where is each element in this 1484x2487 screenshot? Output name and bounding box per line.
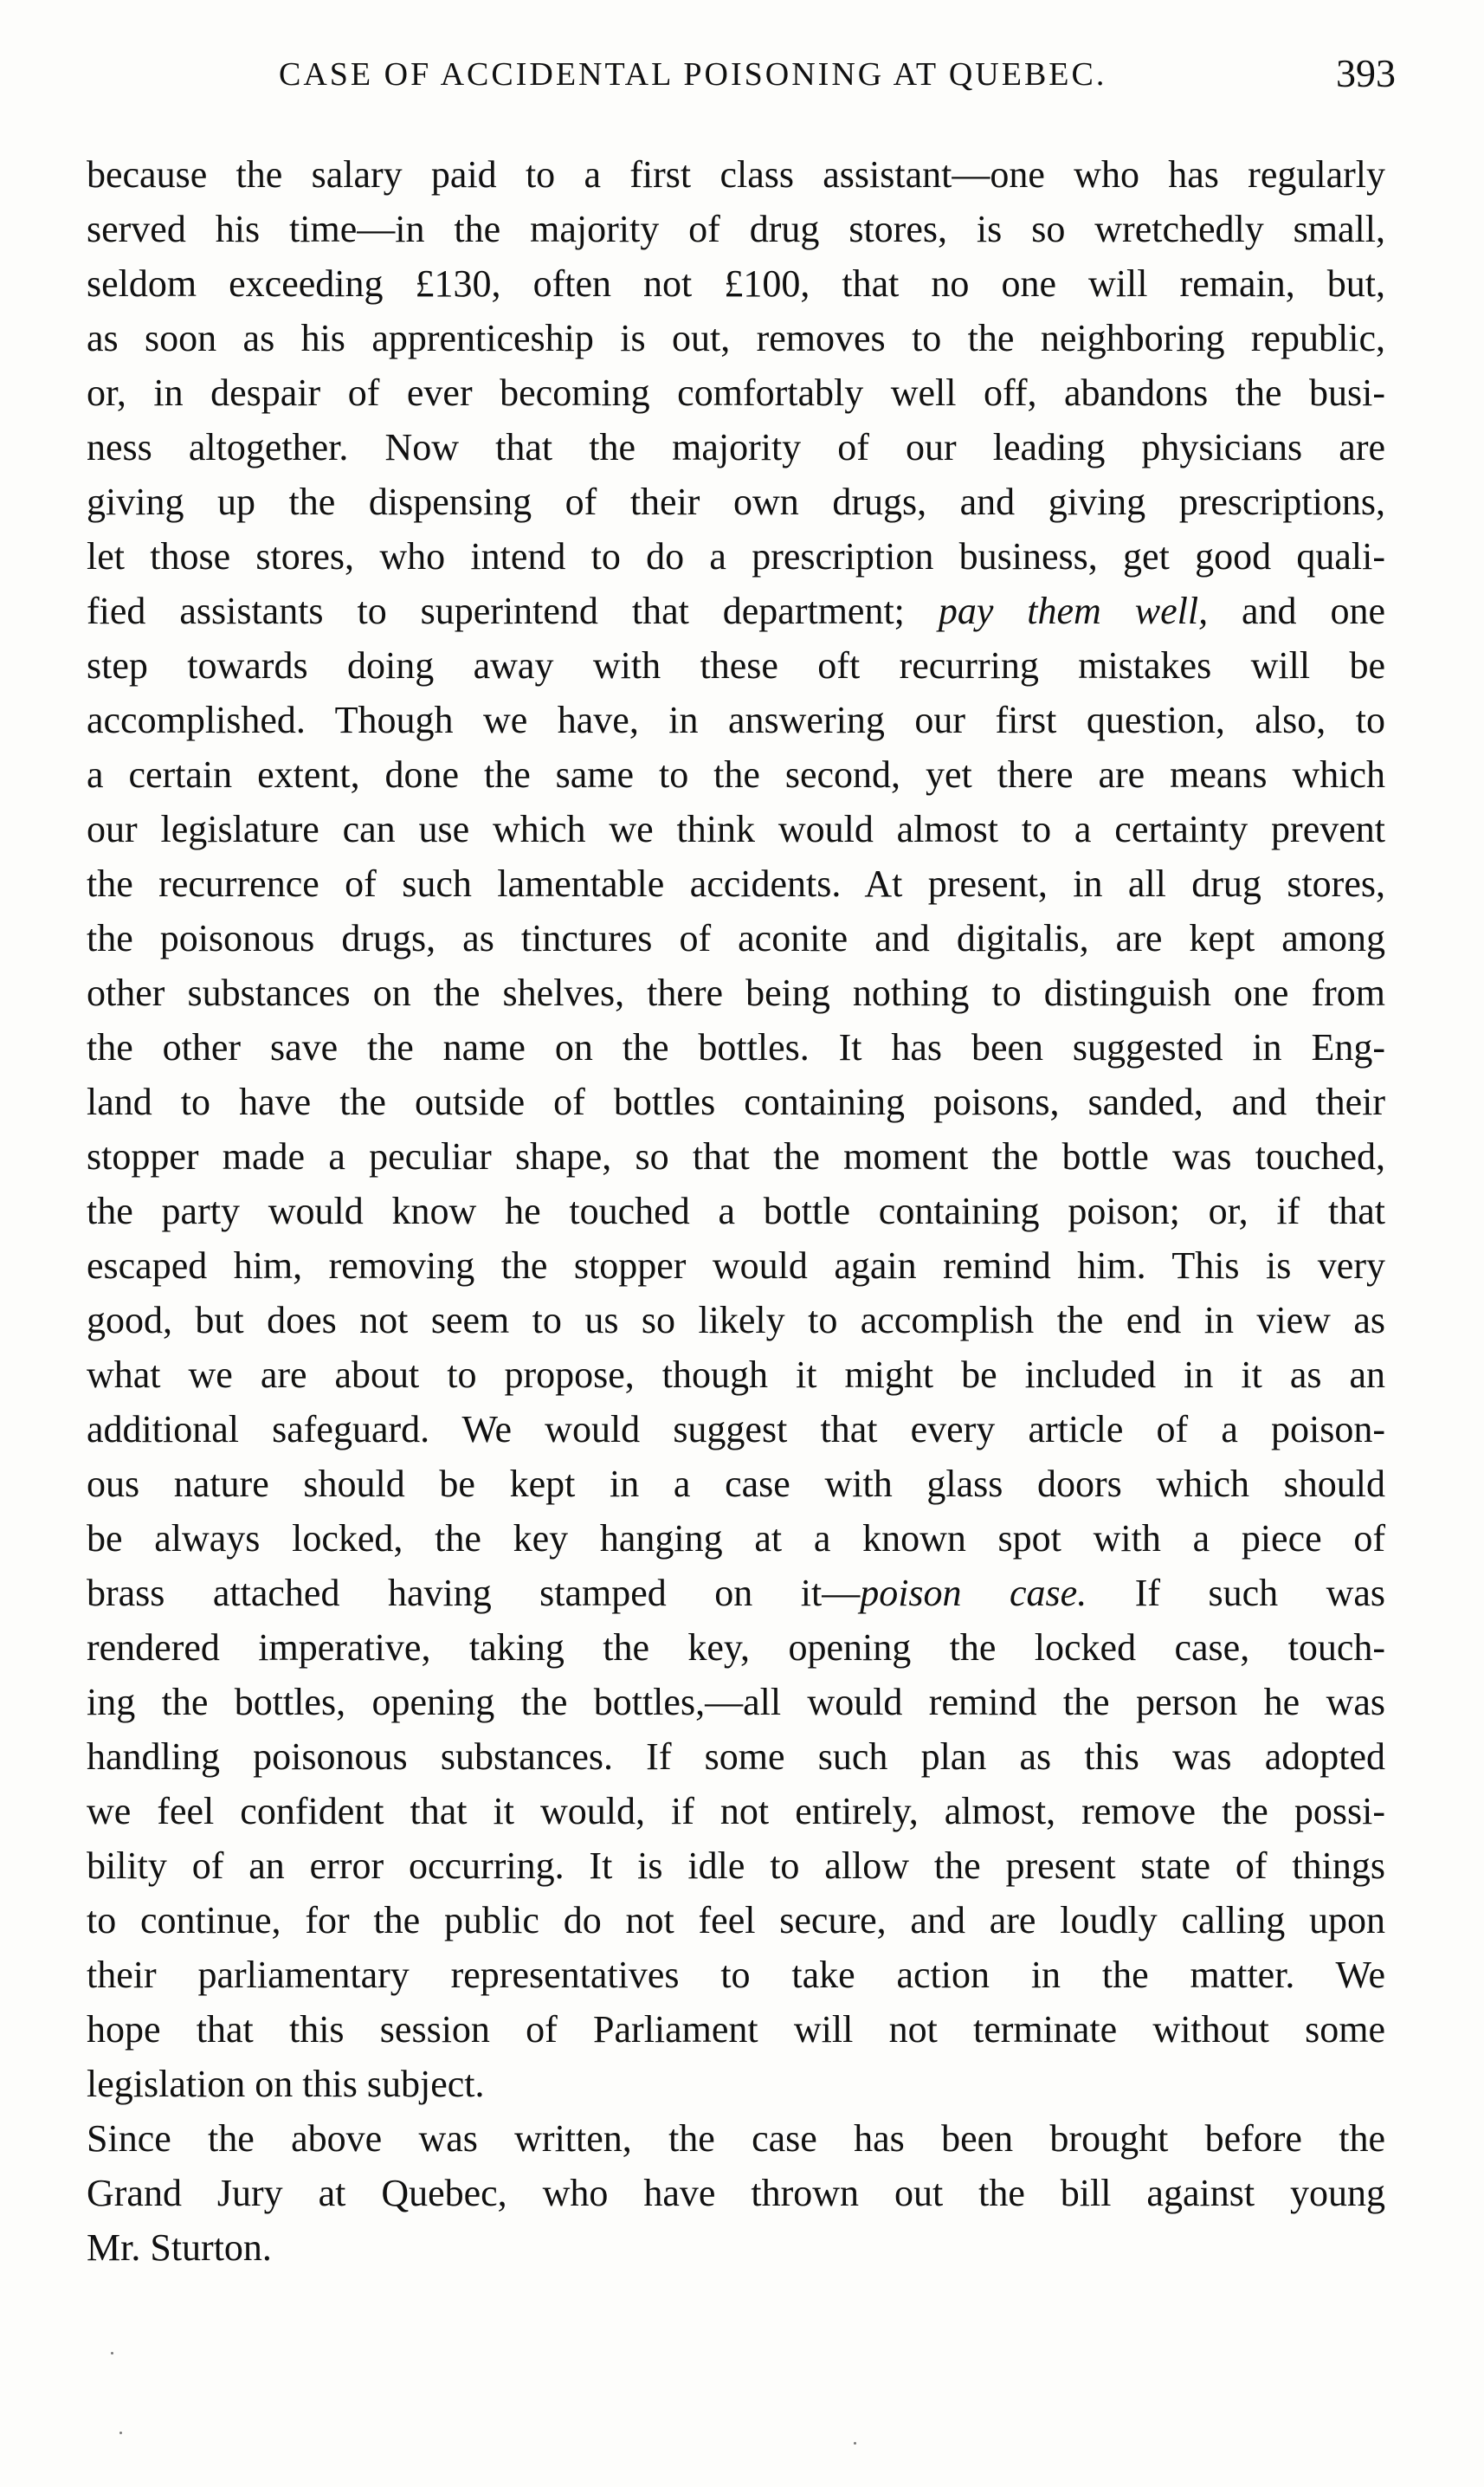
text-line: legislation on this subject. bbox=[87, 2063, 485, 2105]
text-line: good, but does not seem to us so likely to accomplish the end in view as bbox=[87, 1299, 1385, 1341]
text-segment: brass attached having stamped on it— bbox=[87, 1572, 861, 1614]
text-line: Since the above was written, the case has been brought before the bbox=[87, 2117, 1385, 2160]
text-line: ness altogether. Now that the majority of our leading physicians are bbox=[87, 426, 1385, 468]
text-line bbox=[87, 584, 1385, 638]
text-line: our legislature can use which we think would almost to a certainty prevent bbox=[87, 808, 1385, 850]
text-line: additional safeguard. We would suggest that every article of a poison- bbox=[87, 1408, 1385, 1450]
text-line: the poisonous drugs, as tinctures of aconite and digitalis, are kept among bbox=[87, 917, 1385, 959]
text-line: ing the bottles, opening the bottles,—all would remind the person he was bbox=[87, 1681, 1385, 1723]
text-line: hope that this session of Parliament will not terminate without some bbox=[87, 2008, 1385, 2051]
text-line: handling poisonous substances. If some such plan as this was adopted bbox=[87, 1735, 1385, 1778]
running-header bbox=[80, 51, 1396, 107]
text-line: escaped him, removing the stopper would again remind him. This is very bbox=[87, 1244, 1385, 1287]
text-line: rendered imperative, taking the key, opening the locked case, touch- bbox=[87, 1626, 1385, 1669]
text-line: accomplished. Though we have, in answering our first question, also, to bbox=[87, 699, 1385, 741]
text-line: or, in despair of ever becoming comfortably well off, abandons the busi- bbox=[87, 371, 1385, 414]
text-line: Grand Jury at Quebec, who have thrown out the bill against young bbox=[87, 2172, 1385, 2214]
text-line: ous nature should be kept in a case with glass doors which should bbox=[87, 1463, 1385, 1505]
text-line: stopper made a peculiar shape, so that the moment the bottle was touched, bbox=[87, 1135, 1385, 1178]
text-line: bility of an error occurring. It is idle to allow the present state of things bbox=[87, 1844, 1385, 1887]
text-line: because the salary paid to a first class assistant—one who has regularly bbox=[87, 153, 1385, 196]
text-line: let those stores, who intend to do a prescription business, get good quali- bbox=[87, 535, 1385, 578]
text-segment: If such was bbox=[1134, 1572, 1386, 1614]
text-line: the other save the name on the bottles. It has been suggested in Eng- bbox=[87, 1026, 1385, 1069]
text-line: their parliamentary representatives to take action in the matter. We bbox=[87, 1954, 1385, 1996]
italic-phrase: poison case. bbox=[860, 1572, 1087, 1614]
text-line: the recurrence of such lamentable accidents. At present, in all drug stores, bbox=[87, 862, 1385, 905]
print-speck bbox=[854, 2442, 856, 2445]
text-line: to continue, for the public do not feel secure, and are loudly calling upon bbox=[87, 1899, 1385, 1941]
print-speck bbox=[119, 2432, 122, 2434]
paragraph bbox=[87, 147, 1385, 2111]
text-line: Mr. Sturton. bbox=[87, 2226, 272, 2269]
text-segment: fied assistants to superintend that department; bbox=[87, 590, 905, 632]
page-number: 393 bbox=[1336, 51, 1396, 95]
text-line: seldom exceeding £130, often not £100, that no one will remain, but, bbox=[87, 262, 1385, 305]
text-line: as soon as his apprenticeship is out, removes to the neighboring republic, bbox=[87, 317, 1385, 359]
text-line bbox=[87, 1566, 1385, 1620]
running-title: CASE OF ACCIDENTAL POISONING AT QUEBEC. bbox=[279, 56, 1107, 93]
text-line: other substances on the shelves, there being nothing to distinguish one from bbox=[87, 972, 1385, 1014]
text-segment: and one bbox=[1242, 590, 1386, 632]
text-line: we feel confident that it would, if not entirely, almost, remove the possi- bbox=[87, 1790, 1385, 1832]
italic-phrase: pay them well, bbox=[938, 590, 1209, 632]
text-line: giving up the dispensing of their own drugs, and giving prescriptions, bbox=[87, 481, 1385, 523]
text-line: the party would know he touched a bottle containing poison; or, if that bbox=[87, 1190, 1385, 1232]
article-text bbox=[87, 147, 1385, 2275]
text-line: step towards doing away with these oft recurring mistakes will be bbox=[87, 644, 1385, 687]
print-speck bbox=[111, 2352, 113, 2355]
text-line: be always locked, the key hanging at a known spot with a piece of bbox=[87, 1517, 1385, 1560]
text-line: what we are about to propose, though it might be included in it as an bbox=[87, 1353, 1385, 1396]
text-line: a certain extent, done the same to the second, yet there are means which bbox=[87, 753, 1385, 796]
text-line: served his time—in the majority of drug stores, is so wretchedly small, bbox=[87, 208, 1385, 250]
text-line: land to have the outside of bottles containing poisons, sanded, and their bbox=[87, 1081, 1385, 1123]
paragraph bbox=[87, 2111, 1385, 2275]
